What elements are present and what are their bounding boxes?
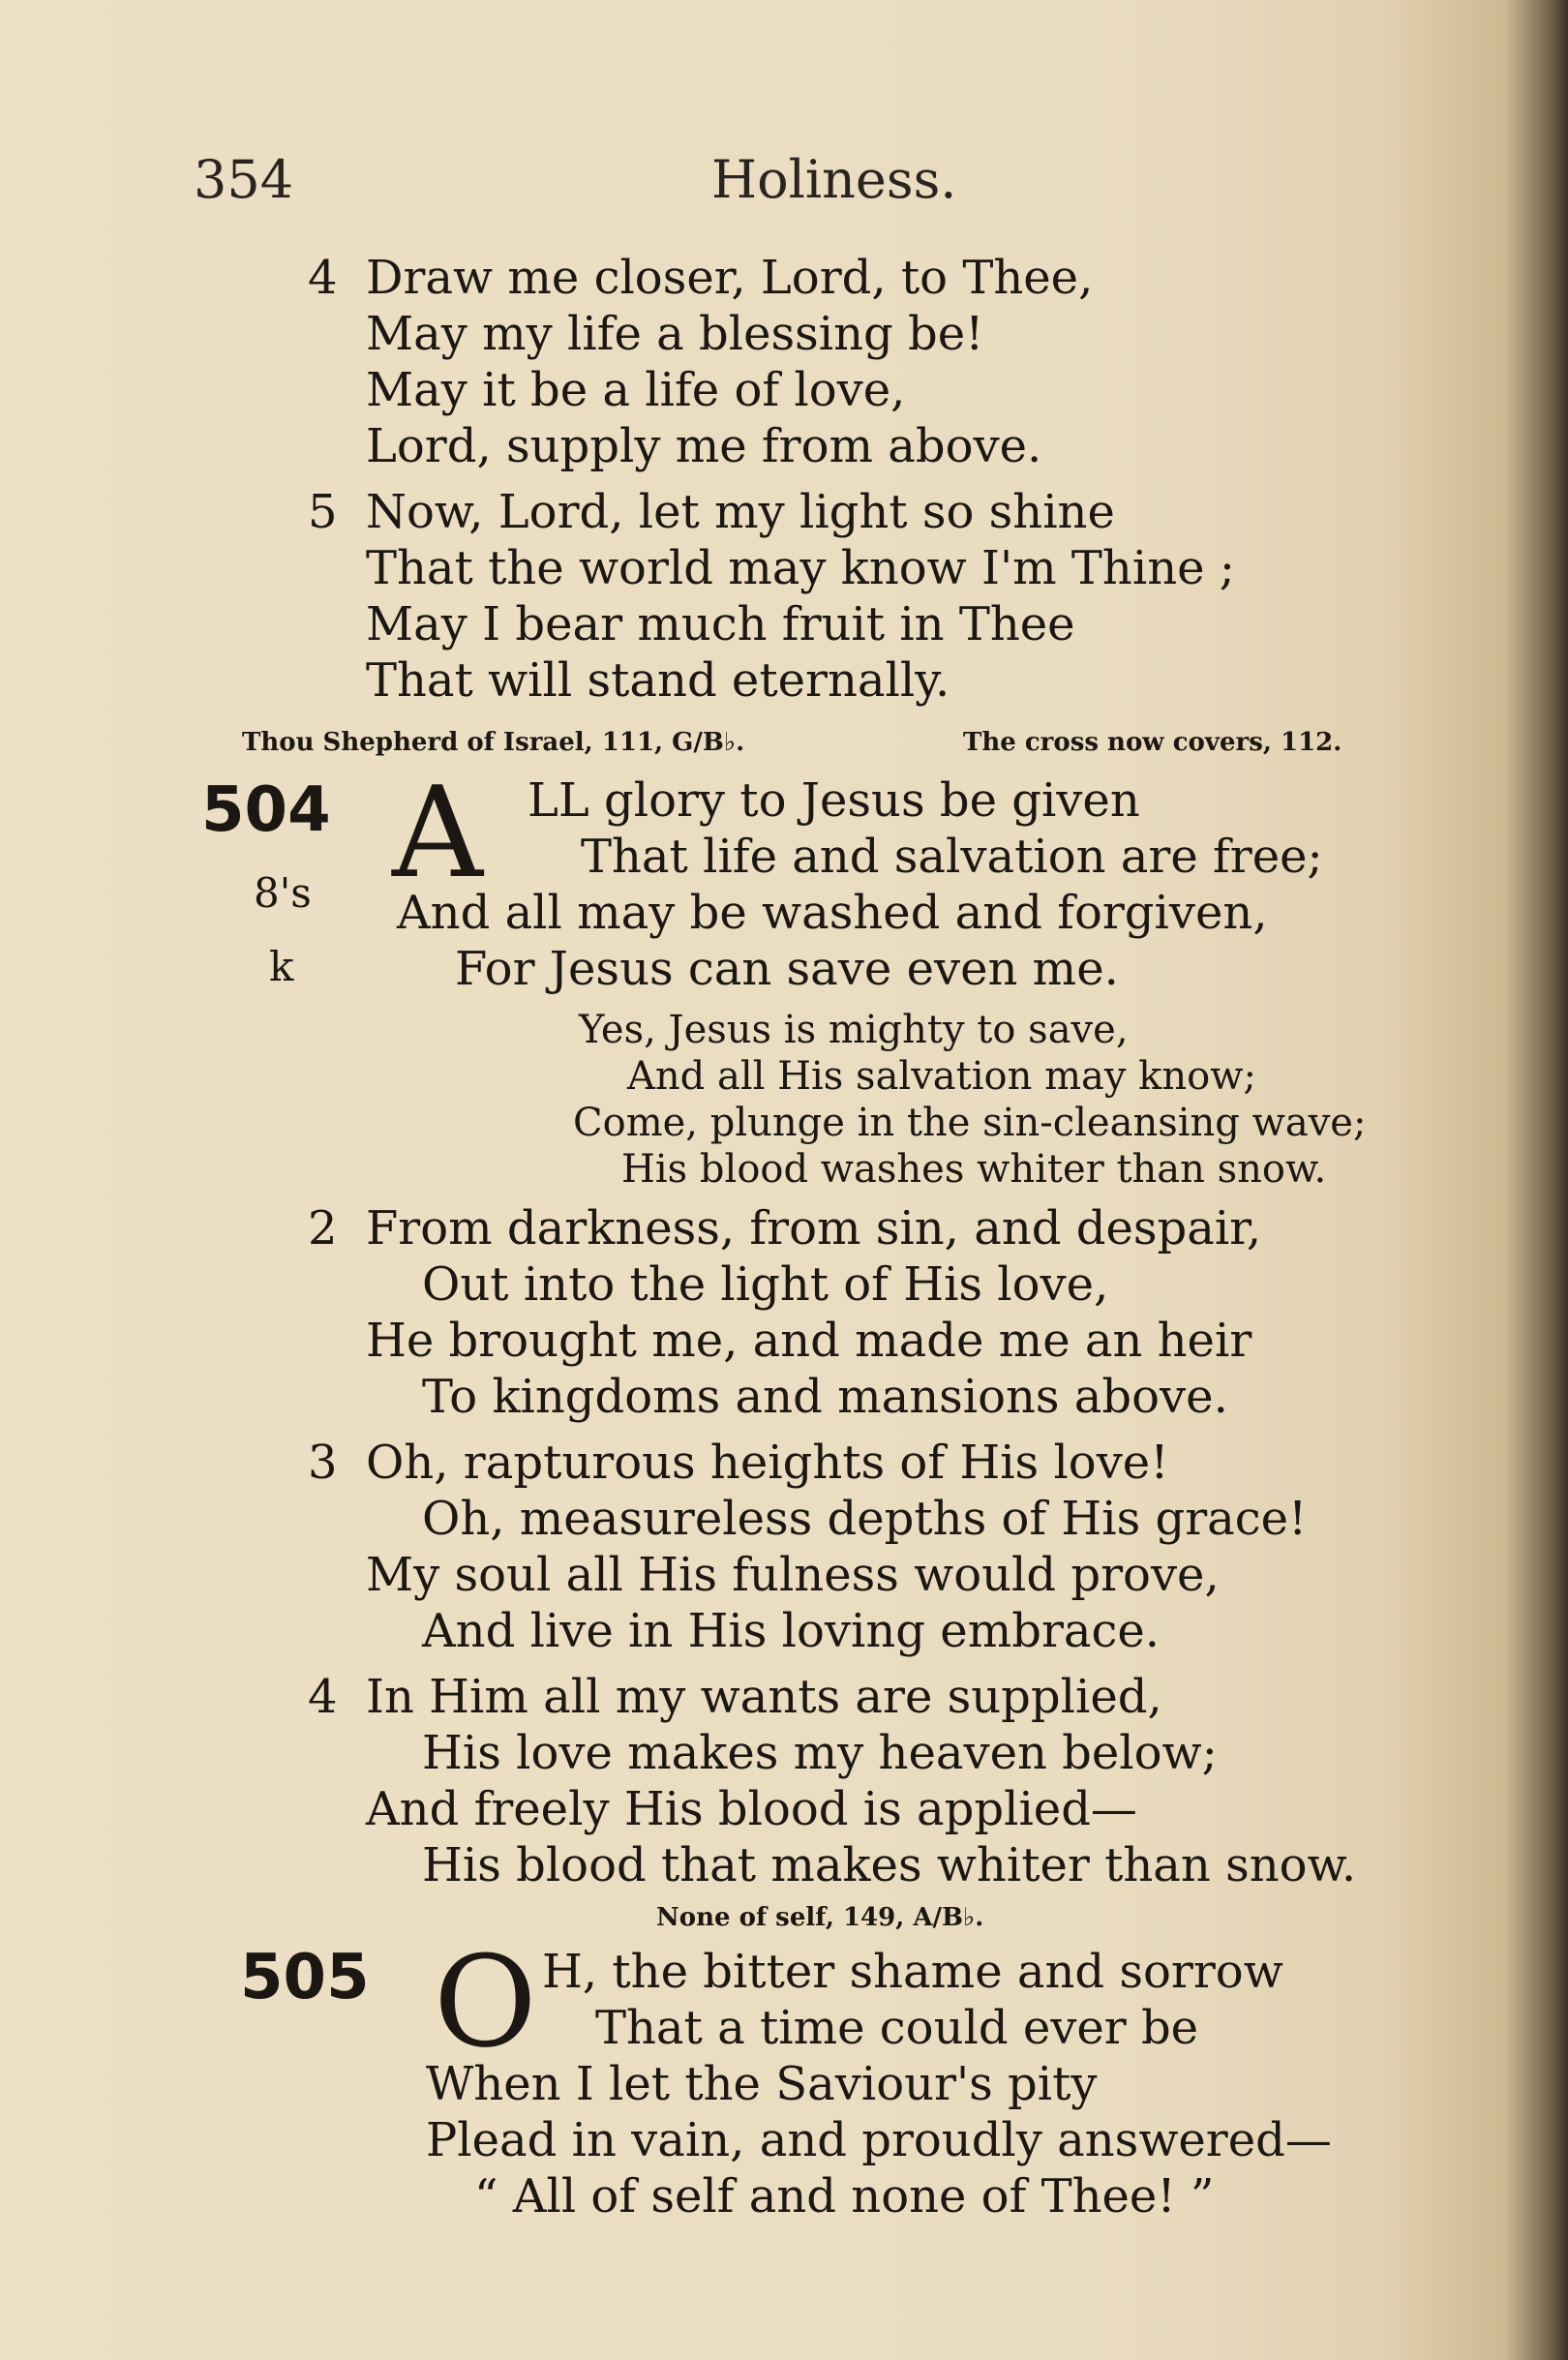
verse-line: May I bear much fruit in Thee xyxy=(366,597,1075,651)
verse-line: His blood that makes whiter than snow. xyxy=(422,1838,1357,1892)
chorus-line-4: His blood washes whiter than snow. xyxy=(621,1147,1327,1192)
verse-number-5-prev: 5 xyxy=(308,485,338,539)
hymn-504-first-line: LL glory to Jesus be given xyxy=(528,773,1140,828)
verse-line: Oh, rapturous heights of His love! xyxy=(366,1436,1169,1490)
hymn-505-line-3: When I let the Saviour's pity xyxy=(426,2057,1098,2111)
verse-line: My soul all His fulness would prove, xyxy=(366,1548,1220,1602)
hymn-505-line-5: “ All of self and none of Thee! ” xyxy=(474,2169,1215,2224)
hymn-505-line-4: Plead in vain, and proudly answered— xyxy=(426,2113,1332,2167)
verse-line: From darkness, from sin, and despair, xyxy=(366,1201,1262,1256)
verse-line: He brought me, and made me an heir xyxy=(366,1314,1252,1368)
verse-line: His love makes my heaven below; xyxy=(422,1726,1218,1780)
page-number: 354 xyxy=(194,149,294,210)
tune-reference-505: None of self, 149, A/B♭. xyxy=(656,1903,984,1932)
verse-line: Oh, measureless depths of His grace! xyxy=(422,1492,1308,1546)
chorus-line-3: Come, plunge in the sin-cleansing wave; xyxy=(573,1101,1367,1145)
verse-line: And live in His loving embrace. xyxy=(422,1604,1161,1658)
drop-cap-a: A xyxy=(392,759,483,906)
verse-line: That will stand eternally. xyxy=(366,653,950,708)
verse-line: And freely His blood is applied— xyxy=(366,1782,1137,1836)
verse-number-4: 4 xyxy=(308,1670,338,1724)
hymn-number-505: 505 xyxy=(240,1942,370,2013)
verse-line: To kingdoms and mansions above. xyxy=(422,1370,1228,1424)
hymn-504-line-2: That life and salvation are free; xyxy=(581,830,1323,884)
verse-line: May my life a blessing be! xyxy=(366,307,984,361)
verse-number-3: 3 xyxy=(308,1436,338,1490)
verse-number-2: 2 xyxy=(308,1201,338,1256)
hymn-504-line-4: For Jesus can save even me. xyxy=(455,942,1119,996)
tune-reference-left: Thou Shepherd of Israel, 111, G/B♭. xyxy=(242,728,745,757)
page-title: Holiness. xyxy=(711,149,957,210)
verse-number-4-prev: 4 xyxy=(308,251,338,305)
hymn-504-line-3: And all may be washed and forgiven, xyxy=(397,886,1268,940)
chorus-line-1: Yes, Jesus is mighty to save, xyxy=(579,1008,1129,1052)
hymn-505-first-line: H, the bitter shame and sorrow xyxy=(542,1945,1283,1999)
hymn-key: k xyxy=(269,943,294,990)
verse-line: May it be a life of love, xyxy=(366,363,906,417)
prev-verse-4 xyxy=(366,250,1093,474)
tune-reference-right: The cross now covers, 112. xyxy=(963,728,1342,757)
hymn-505-line-2: That a time could ever be xyxy=(595,2001,1199,2055)
hymn-number-504: 504 xyxy=(201,774,331,846)
drop-cap-o: O xyxy=(434,1928,537,2075)
verse-line: Draw me closer, Lord, to Thee, xyxy=(366,251,1094,305)
prev-verse-5 xyxy=(366,484,1235,709)
hymn-meter: 8's xyxy=(254,869,312,917)
chorus-line-2: And all His salvation may know; xyxy=(627,1054,1256,1099)
verse-line: Now, Lord, let my light so shine xyxy=(366,485,1115,539)
verse-line: Out into the light of His love, xyxy=(422,1257,1109,1312)
verse-line: That the world may know I'm Thine ; xyxy=(366,541,1235,595)
verse-line: In Him all my wants are supplied, xyxy=(366,1670,1162,1724)
verse-line: Lord, supply me from above. xyxy=(366,419,1042,473)
